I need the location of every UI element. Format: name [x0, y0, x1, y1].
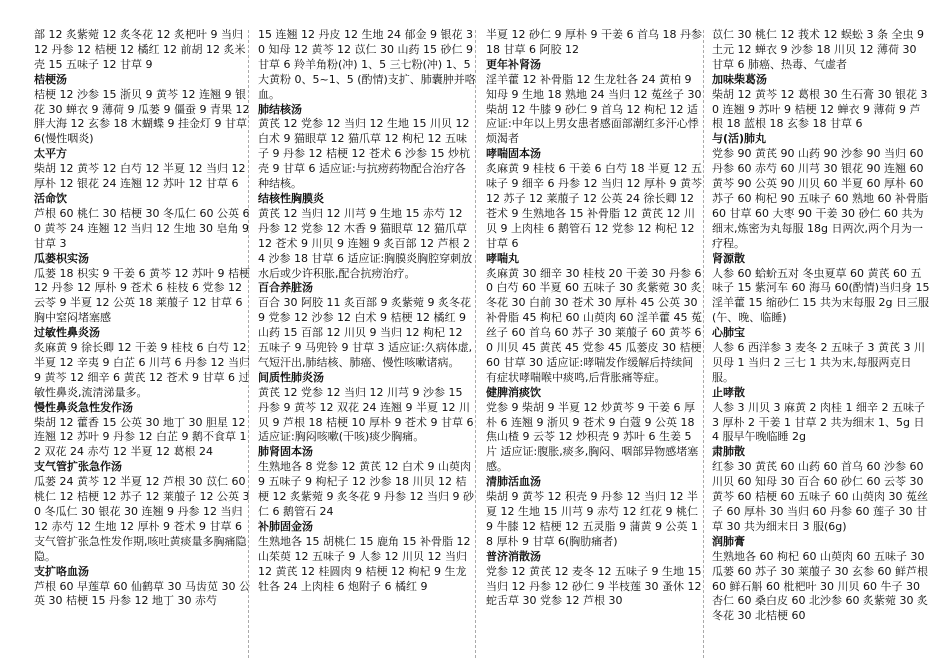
formula-text: 桔梗 12 沙参 15 浙贝 9 黄芩 12 连翘 9 银花 30 蝉衣 9 薄荷 9 瓜蒌 9 僵蚕 9 青果 12 胖大海 12 玄参 18 木蝴蝶 9 挂金灯 9 甘草 6(慢性咽炎)	[34, 87, 250, 146]
formula-text: 黄芪 12 党参 12 当归 12 生地 15 川贝 12 白术 9 猫眼草 12 猫爪草 12 枸杞 12 五味子 9 丹参 12 桔梗 12 苍术 6 沙参 15 炒杭壳 9 甘草 6 适应证:与抗痨药物配合治疗各种结核。	[258, 117, 470, 191]
formula-text: 生熟地各 60 枸杞 60 山萸肉 60 五味子 30 瓜蒌 60 苏子 30 莱菔子 30 玄参 60 鲜芦根 60 鲜石斛 60 枇杷叶 30 川贝 60 牛子 30 杏仁 60 桑白皮 60 北沙参 60 炙紫菀 30 炙冬花 30 北桔梗 60	[712, 549, 928, 623]
column-1	[34, 28, 252, 658]
formula-title: 过敏性鼻炎汤	[34, 326, 100, 340]
formula-title: 肺肾固本汤	[258, 445, 313, 459]
formula-text: 半夏 12 砂仁 9 厚朴 9 干姜 6 首乌 18 丹参 18 甘草 6 阿胶 12	[486, 28, 702, 56]
formula-text: 瓜蒌 24 黄芩 12 半夏 12 芦根 30 苡仁 60 桃仁 12 桔梗 12 苏子 12 莱菔子 12 公英 30 冬瓜仁 30 银花 30 连翘 9 丹参 12 当归 12 赤芍 12 生地 12 厚朴 9 苍术 9 甘草 6 支气管扩张急性发作期,咳吐黄痰量多胸痛隐隐。	[34, 475, 250, 563]
formula-text: 人参 6 西洋参 3 麦冬 2 五味子 3 黄芪 3 川贝母 1 当归 2 三七 1 共为末,每服两克日服。	[712, 341, 925, 384]
column-divider	[248, 30, 249, 658]
formula-text: 生熟地各 8 党参 12 黄芪 12 白术 9 山萸肉 9 五味子 9 枸杞子 12 沙参 18 川贝 12 桔梗 12 炙紫菀 9 炙冬花 9 丹参 12 当归 9 砂仁 6 鹅管石 24	[258, 460, 474, 518]
formula-title: 止哮散	[712, 385, 745, 399]
formula-text: 苡仁 30 桃仁 12 莪术 12 蜈蚣 3 条 全虫 9 土元 12 蝉衣 9 沙参 18 川贝 12 薄荷 30 甘草 6 肺癌、热毒、气虚者	[712, 28, 924, 71]
formula-title: 肃肺散	[712, 445, 745, 459]
formula-title: 肾源散	[712, 251, 745, 265]
formula-text: 党参 90 黄芪 90 山药 90 沙参 90 当归 60 丹参 60 赤芍 60 川芎 30 银花 90 连翘 60 黄芩 90 公英 90 川贝 60 半夏 60 厚朴 60 苏子 60 枸杞 90 五味子 60 熟地 60 补骨脂 60 甘草 60 大枣 90 干姜 30 砂仁 60 共为细末,炼密为丸每服 18g 日两次,两个月为一疗程。	[712, 147, 928, 250]
formula-text: 黄芪 12 当归 12 川芎 9 生地 15 赤芍 12 丹参 12 党参 12 木香 9 猫眼草 12 猫爪草 12 苍术 9 川贝 9 连翘 9 炙百部 12 芦根 24 沙参 18 甘草 6 适应证:胸膜炎胸腔穿刺放水后或少许积胀,配合抗痨治疗。	[258, 206, 473, 280]
formula-title: 慢性鼻炎急性发作汤	[34, 400, 133, 414]
formula-text: 党参 12 黄芪 12 麦冬 12 五味子 9 生地 15 当归 12 丹参 12 砂仁 9 半枝莲 30 蚤休 12 蛇舌草 30 党参 12 芦根 30	[486, 564, 702, 608]
formula-title: 心肺宝	[712, 326, 745, 340]
formula-title: 补肺固金汤	[258, 519, 313, 533]
formula-title: 结核性胸膜炎	[258, 191, 324, 205]
formula-text: 党参 9 柴胡 9 半夏 12 炒黄芩 9 干姜 6 厚朴 6 连翘 9 浙贝 9 苍术 9 白蔻 9 公英 18 焦山楂 9 云苓 12 炒积壳 9 苏叶 6 生姜 5 片 适应证:腹胀,痰多,胸闷、咽部异物感堵塞感。	[486, 400, 699, 474]
formula-text: 炙麻黄 9 桂枝 6 干姜 6 白芍 18 半夏 12 五味子 9 细辛 6 丹参 12 当归 12 厚朴 9 黄芩 12 苏子 12 莱菔子 12 公英 24 徐长卿 12 苍术 9 生熟地各 15 补骨脂 12 黄芪 12 川贝 9 上肉桂 6 鹅管石 12 党参 12 枸杞 12 甘草 6	[486, 162, 702, 250]
formula-text: 淫羊藿 12 补骨脂 12 生龙牡各 24 黄柏 9 知母 9 生地 18 熟地 24 当归 12 菟丝子 30 柴胡 12 牛膝 9 砂仁 9 首乌 12 枸杞 12 适应证:中年以上男女患者感面部潮红多汗心悸烦渴者	[486, 72, 702, 146]
formula-title: 桔梗汤	[34, 72, 67, 86]
formula-title: 活命饮	[34, 191, 67, 205]
formula-text: 部 12 炙紫菀 12 炙冬花 12 炙杷叶 9 当归 12 丹参 12 桔梗 12 橘红 12 前胡 12 炙米壳 15 五味子 12 甘草 9	[34, 28, 246, 71]
formula-title: 普济消散汤	[486, 549, 541, 563]
formula-text: 炙麻黄 30 细辛 30 桂枝 20 干姜 30 丹参 60 白芍 60 半夏 60 五味子 30 炙紫菀 30 炙冬花 30 白前 30 苍术 30 厚朴 45 公英 30 补骨脂 45 枸杞 60 山萸肉 60 淫羊藿 45 菟丝子 60 首乌 60 苏子 30 莱菔子 60 黄芩 60 川贝 45 黄芪 45 党参 45 瓜蒌皮 30 桔梗 60 甘草 30 适应证:哮喘发作缓解后持续间有症状哮喘喉中痰鸣,后背胀痛等症。	[486, 266, 702, 384]
formula-title: 更年补肾汤	[486, 57, 541, 71]
formula-title: 肺结核汤	[258, 102, 302, 116]
formula-text: 百合 30 阿胶 11 炙百部 9 炙紫菀 9 炙冬花 9 党参 12 沙参 12 白术 9 桔梗 12 橘红 9 山药 15 百部 12 川贝 9 当归 12 枸杞 12 五味子 9 马兜铃 9 甘草 3 适应证:久病体虚,气短汗出,肺结核、肺癌、慢性咳嗽诸病。	[258, 296, 473, 369]
formula-title: 瓜蒌枳实汤	[34, 251, 89, 265]
formula-title: 支气管扩张急作汤	[34, 460, 122, 474]
formula-text: 瓜蒌 18 枳实 9 干姜 6 黄芩 12 苏叶 9 桔梗 12 丹参 12 厚朴 9 苍术 6 桂枝 6 党参 12 云苓 9 半夏 12 公英 18 莱菔子 12 甘草 6 胸中窒闷堵塞感	[34, 266, 250, 325]
column-divider	[703, 30, 704, 658]
formula-text: 芦根 60 早莲草 60 仙鹤草 30 马齿苋 30 公英 30 桔梗 15 丹参 12 地丁 30 赤芍	[34, 579, 250, 608]
formula-text: 芦根 60 桃仁 30 桔梗 30 冬瓜仁 60 公英 60 黄芩 24 连翘 12 当归 12 生地 30 皂角 9 甘草 3	[34, 206, 250, 250]
formula-text: 人参 60 蛤蚧五对 冬虫夏草 60 黄芪 60 五味子 15 紫河车 60 海马 60(酌情)当归身 15 淫羊藿 15 缩砂仁 15 共为末每服 2g 日三服(午、晚、临睡)	[712, 266, 930, 325]
formula-title: 百合养脏汤	[258, 281, 313, 295]
column-4	[712, 28, 930, 658]
formula-text: 柴胡 12 黄芩 12 白芍 12 半夏 12 当归 12 厚朴 12 银花 24 连翘 12 苏叶 12 甘草 6	[34, 162, 246, 191]
formula-title: 健脾消痰饮	[486, 385, 541, 399]
formula-text: 柴胡 12 藿香 15 公英 30 地丁 30 胆星 12 连翘 12 苏叶 9 丹参 12 白芷 9 鹅不食草 12 双花 24 赤芍 12 半夏 12 葛根 24	[34, 415, 247, 459]
formula-title: 支扩咯血汤	[34, 564, 89, 578]
column-3	[486, 28, 704, 658]
formula-title: 与(活)肺丸	[712, 132, 767, 146]
formula-title: 加味柴葛汤	[712, 72, 767, 86]
formula-title: 哮喘丸	[486, 251, 519, 265]
formula-text: 15 连翘 12 丹皮 12 生地 24 郁金 9 银花 30 知母 12 黄芩 12 苡仁 30 山药 15 砂仁 9 甘草 6 羚羊角粉(冲) 1、5 三七粉(冲) 1、5 大黄粉 0、5~1、5 (酌情)支扩、肺囊肿并咯血。	[258, 28, 476, 101]
formula-title: 哮喘固本汤	[486, 147, 541, 161]
formula-text: 柴胡 12 黄芩 12 葛根 30 生石膏 30 银花 30 连翘 9 苏叶 9 桔梗 12 蝉衣 9 薄荷 9 芦根 18 蓝根 18 玄参 18 甘草 6	[712, 87, 928, 131]
column-2	[258, 28, 476, 658]
column-divider	[475, 30, 476, 658]
formula-title: 太平方	[34, 147, 67, 161]
formula-title: 清肺活血汤	[486, 475, 541, 489]
formula-title: 间质性肺炎汤	[258, 370, 324, 384]
formula-text: 炙麻黄 9 徐长卿 12 干姜 9 桂枝 6 白芍 12 半夏 12 辛夷 9 白芷 6 川芎 6 丹参 12 当归 9 黄芩 12 细辛 6 黄芪 12 苍术 9 甘草 6 过敏性鼻炎,流清涕量多。	[34, 341, 250, 399]
formula-text: 生熟地各 15 胡桃仁 15 鹿角 15 补骨脂 12 山茱萸 12 五味子 9 人参 12 川贝 12 当归 12 黄芪 12 桂圆肉 9 桔梗 12 枸杞 9 生龙牡各 24 上肉桂 6 炮附子 6 橘红 9	[258, 534, 471, 593]
formula-title: 润肺膏	[712, 534, 745, 548]
formula-text: 红参 30 黄芪 60 山药 60 首乌 60 沙参 60 川贝 60 知母 30 百合 60 砂仁 60 云苓 30 黄芩 60 桔梗 60 五味子 60 山萸肉 30 菟丝子 60 厚朴 30 当归 60 丹参 60 莲子 30 甘草 30 共为细末日 3 服(6g)	[712, 460, 928, 533]
formula-text: 柴胡 9 黄芩 12 积壳 9 丹参 12 当归 12 半夏 12 生地 15 川芎 9 赤芍 12 红花 9 桃仁 9 牛膝 12 桔梗 12 五灵脂 9 蒲黄 9 公英 18 厚朴 9 甘草 6(胸肋痛者)	[486, 490, 698, 548]
formula-text: 人参 3 川贝 3 麻黄 2 肉桂 1 细辛 2 五味子 3 厚朴 2 干姜 1 甘草 2 共为细末 1、5g 日 4 服早午晚临睡 2g	[712, 400, 925, 444]
formula-text: 黄芪 12 党参 12 当归 12 川芎 9 沙参 15 丹参 9 黄芩 12 双花 24 连翘 9 半夏 12 川贝 9 芦根 18 桔梗 10 厚朴 9 苍术 9 甘草 6 适应证:胸闷咳嗽(干咳)痰少胸痛。	[258, 385, 474, 444]
